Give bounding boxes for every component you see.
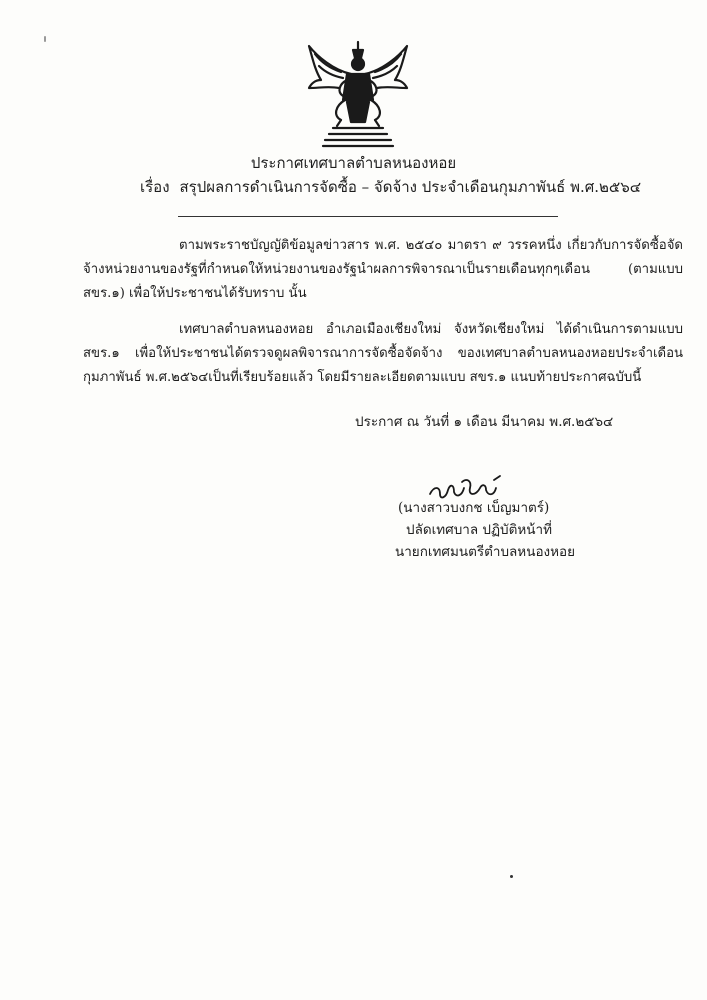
subject-label: เรื่อง [140, 178, 170, 196]
garuda-emblem-icon [303, 40, 413, 148]
paragraph-legal-basis: ตามพระราชบัญญัติข้อมูลข่าวสาร พ.ศ. ๒๕๔๐ มาตรา ๙ วรรคหนึ่ง เกี่ยวกับการจัดซื้อจัดจ้างหน่วยงานของรัฐที่กำหนดให้หน่วยงานของรัฐนำผลการพิจารณาเป็นรายเดือนทุกๆเดือน (ตามแบบ สขร.๑) เพื่อให้ประชาชนได้รับทราบ นั้น [83, 238, 683, 301]
subject-text: สรุปผลการดำเนินการจัดซื้อ – จัดจ้าง ประจำเดือนกุมภาพันธ์ พ.ศ.๒๕๖๔ [179, 178, 642, 196]
announcement-date: ประกาศ ณ วันที่ ๑ เดือน มีนาคม พ.ศ.๒๕๖๔ [355, 414, 614, 430]
paragraph-procurement-summary: เทศบาลตำบลหนองหอย อำเภอเมืองเชียงใหม่ จังหวัดเชียงใหม่ ได้ดำเนินการตามแบบ สขร.๑ เพื่อให้ประชาชนได้ตรวจดูผลพิจารณาการจัดซื้อจัดจ้าง ของเทศบาลตำบลหนองหอยประจำเดือนกุมภาพันธ์ พ.ศ.๒๕๖๔เป็นที่เรียบร้อยแล้ว โดยมีรายละเอียดตามแบบ สขร.๑ แนบท้ายประกาศฉบับนี้ [83, 322, 683, 385]
scan-speck [44, 36, 46, 42]
signer-acting-position: นายกเทศมนตรีตำบลหนองหอย [395, 544, 576, 560]
title-divider [178, 216, 558, 217]
signer-position: ปลัดเทศบาล ปฏิบัติหน้าที่ [406, 522, 552, 538]
scan-speck [510, 875, 513, 878]
announcement-title: ประกาศเทศบาลตำบลหนองหอย [250, 154, 457, 172]
subject-line [140, 176, 660, 198]
signer-name: (นางสาวบงกช เบ็ญมาตร์) [398, 500, 550, 516]
